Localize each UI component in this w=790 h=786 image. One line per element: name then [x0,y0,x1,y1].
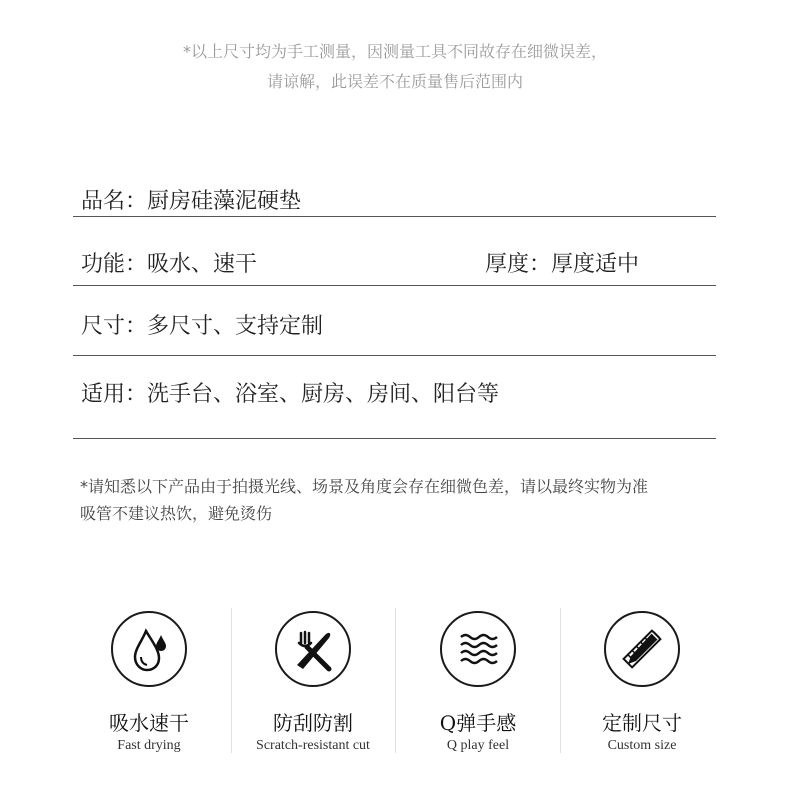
feature-title: Q弹手感 [439,711,517,735]
spec-row-usage [73,356,716,439]
spec-usage: 适用：洗手台、浴室、厨房、房间、阳台等 [81,382,500,407]
spec-size: 尺寸：多尺寸、支持定制 [81,314,324,339]
spec-function: 功能：吸水、速干 [81,252,258,277]
color-disclaimer-line-2: 吸管不建议热饮，避免烫伤 [80,504,273,523]
feature-title: 防刮防割 [273,711,353,735]
spec-name: 品名：厨房硅藻泥硬垫 [81,189,302,214]
pencil-ruler-icon [604,611,680,687]
spec-row-name [73,170,716,217]
feature-title: 吸水速干 [109,711,189,735]
color-disclaimer-line-1: *请知悉以下产品由于拍摄光线、场景及角度会存在细微色差，请以最终实物为准 [80,477,649,496]
feature-subtitle: Custom size [607,738,677,753]
measurement-disclaimer [0,37,790,97]
spec-row-function [73,217,716,286]
feature-scratch-resistant [231,608,395,753]
feature-subtitle: Scratch-resistant cut [256,738,370,753]
feature-subtitle: Fast drying [117,738,181,753]
feature-fast-drying [67,608,231,753]
feature-title: 定制尺寸 [602,711,682,735]
wave-icon [440,611,516,687]
disclaimer-line-2: 请谅解，此误差不在质量售后范围内 [266,72,523,91]
feature-custom-size [560,608,724,753]
spec-row-size [73,286,716,356]
water-drop-icon [111,611,187,687]
spec-thickness: 厚度：厚度适中 [485,252,640,277]
color-disclaimer [80,473,740,527]
feature-q-play [396,608,560,753]
feature-subtitle: Q play feel [446,738,510,753]
fork-knife-icon [275,611,351,687]
disclaimer-line-1: *以上尺寸均为手工测量，因测量工具不同故存在细微误差， [182,42,607,61]
